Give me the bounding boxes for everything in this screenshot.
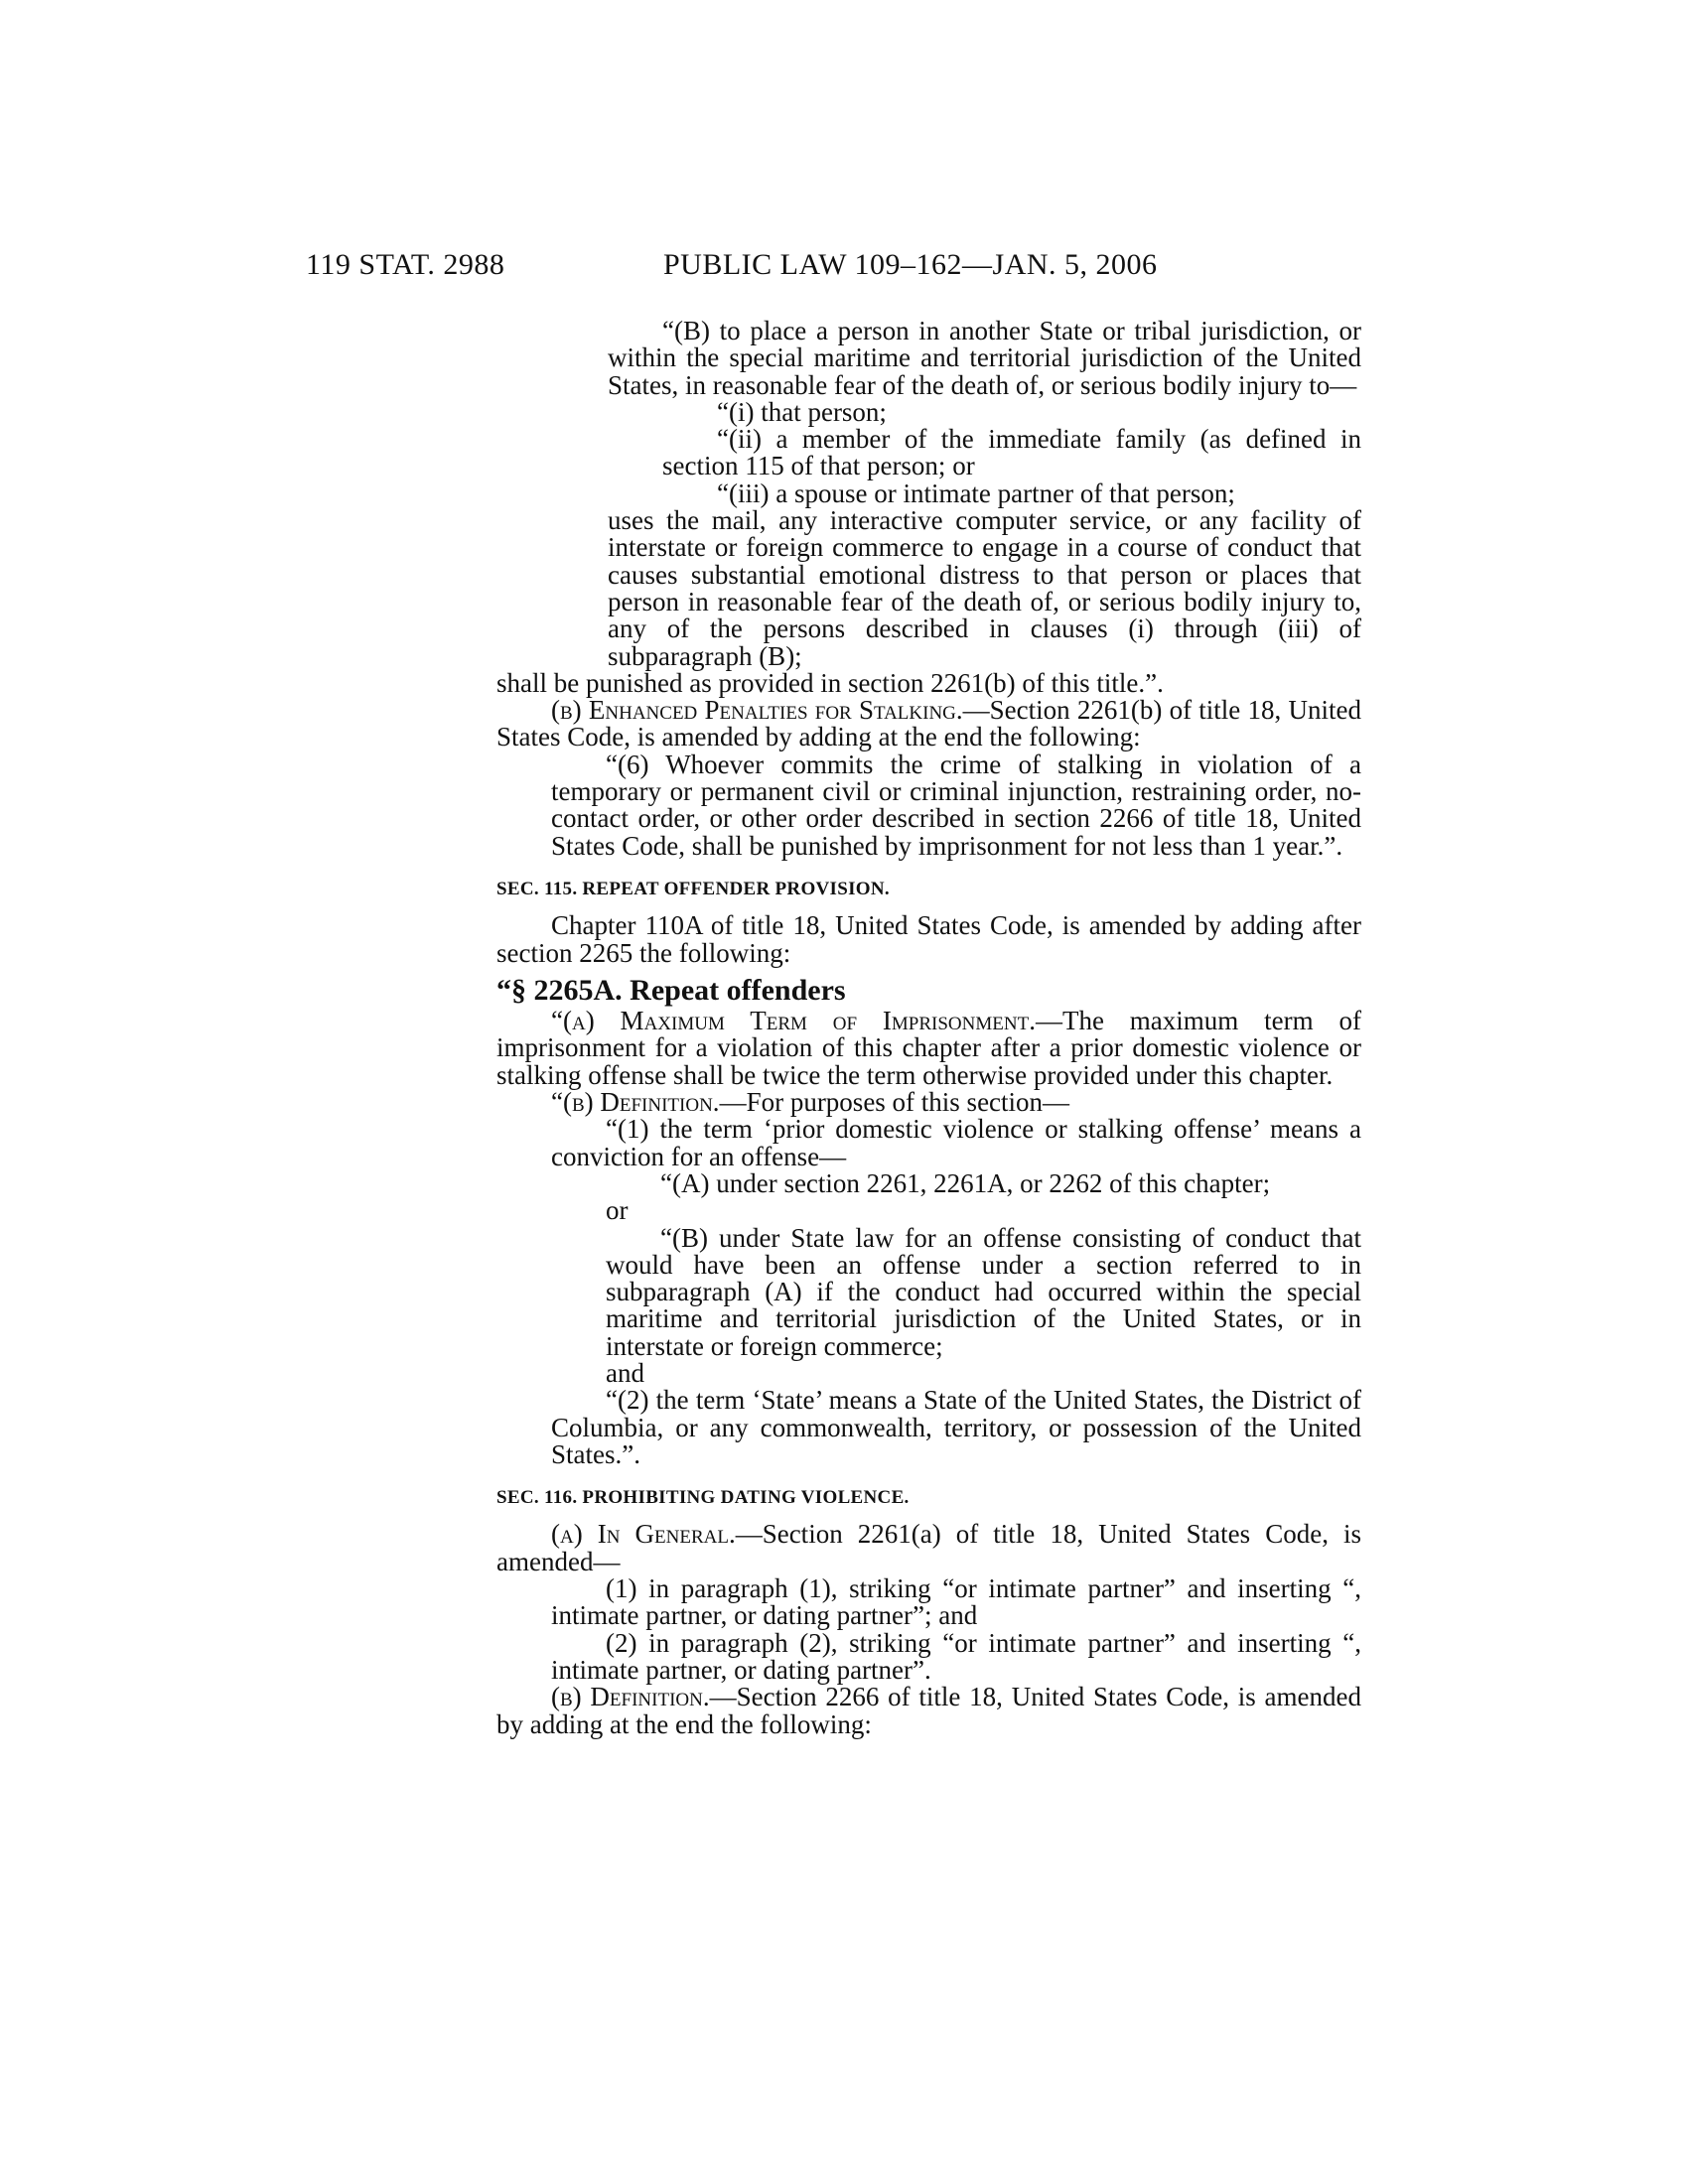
paragraph: “(6) Whoever commits the crime of stalking in violation of a temporary or permanent civil or criminal injunction, restraining order, no-contact order, or other order described in section 2266 of title 18, United States Code, shall be punished by imprisonment for not less than 1 year.”. [551,749,1361,861]
amendment-list [551,1575,1361,1684]
paragraph: shall be punished as provided in section 2261(b) of this title.”. [496,667,1164,698]
subsection-b-definition-2266 [496,1684,1361,1738]
section-heading-115: SEC. 115. REPEAT OFFENDER PROVISION. [496,878,890,899]
clause-iii: “(iii) a spouse or intimate partner of that person; [717,478,1235,508]
definition-2: “(2) the term ‘State’ means a State of the United States, the District of Columbia, or any commonwealth, territory, or possession of the United States.”. [551,1385,1361,1469]
quoted-paragraph-6 [551,751,1361,860]
definition-sublist [606,1167,1361,1388]
subsection-text: —The maximum term of imprisonment for a violation of this chapter after a prior domestic violence or stalking offense shall be twice the term otherwise provided under this chapter. [496,1006,1361,1090]
subsection-text: —For purposes of this section— [719,1087,1070,1118]
flush-text [608,507,1361,670]
subsection-heading: (b) Definition. [551,1682,710,1712]
connector-and: and [606,1357,644,1388]
definition-1: “(1) the term ‘prior domestic violence or stalking offense’ means a conviction for an offense— [551,1114,1361,1171]
section-heading-116: SEC. 116. PROHIBITING DATING VIOLENCE. [496,1487,910,1509]
subsection-a-max-term [496,1008,1361,1089]
paragraph: uses the mail, any interactive computer service, or any facility of interstate or foreign commerce to engage in a course of conduct that causes substantial emotional distress to that person or places that person in reasonable fear of the death of, or serious bodily injury to, any of the persons described in clauses (i) through (iii) of subparagraph (B); [608,505,1361,671]
quoted-subparagraph-b [608,318,1361,399]
subsection-b-definition [496,1089,1361,1116]
subsection-b-enhanced [496,697,1361,751]
page-stat-number: 119 STAT. 2988 [306,248,505,281]
connector-or: or [606,1195,629,1226]
paragraph: Chapter 110A of title 18, United States Code, is amended by adding after section 2265 the following: [496,910,1361,968]
section-2265a-heading: “§ 2265A. Repeat offenders [496,973,846,1007]
subsection-heading: “(a) Maximum Term of Imprisonment. [551,1006,1036,1036]
clause-list [662,396,1361,508]
running-header: PUBLIC LAW 109–162—JAN. 5, 2006 [663,248,1158,281]
subsection-text: —Section 2261(a) of title 18, United States Code, is amended— [496,1519,1361,1576]
document-body [496,318,1361,1738]
definition-block [551,1116,1361,1468]
clause-i: “(i) that person; [717,396,887,427]
subsection-heading: “(b) Definition. [551,1087,720,1118]
amendment-2: (2) in paragraph (2), striking “or intimate partner” and inserting “, intimate partner, or dating partner”. [551,1627,1361,1685]
subsection-heading: (a) In General. [551,1519,736,1550]
clause-ii: “(ii) a member of the immediate family (as defined in section 115 of that person; or [662,424,1361,481]
subsection-text: —Section 2266 of title 18, United States Code, is amended by adding at the end the following: [496,1682,1362,1739]
paragraph: “(B) to place a person in another State or tribal jurisdiction, or within the special maritime and territorial jurisdiction of the United States, in reasonable fear of the death of, or serious bodily injury to— [608,316,1361,400]
definition-b: “(B) under State law for an offense consisting of conduct that would have been an offense under a section referred to in subparagraph (A) if the conduct had occurred within the special maritime and territorial jurisdiction of the United States, or in interstate or foreign commerce; [606,1222,1361,1361]
subsection-a-general [496,1521,1361,1575]
amendment-1: (1) in paragraph (1), striking “or intimate partner” and inserting “, intimate partner, or dating partner”; and [551,1573,1361,1631]
subsection-text: —Section 2261(b) of title 18, United States Code, is amended by adding at the end the following: [496,695,1361,752]
subsection-heading: (b) Enhanced Penalties for Stalking. [551,695,963,726]
definition-a: “(A) under section 2261, 2261A, or 2262 of this chapter; [660,1167,1271,1198]
